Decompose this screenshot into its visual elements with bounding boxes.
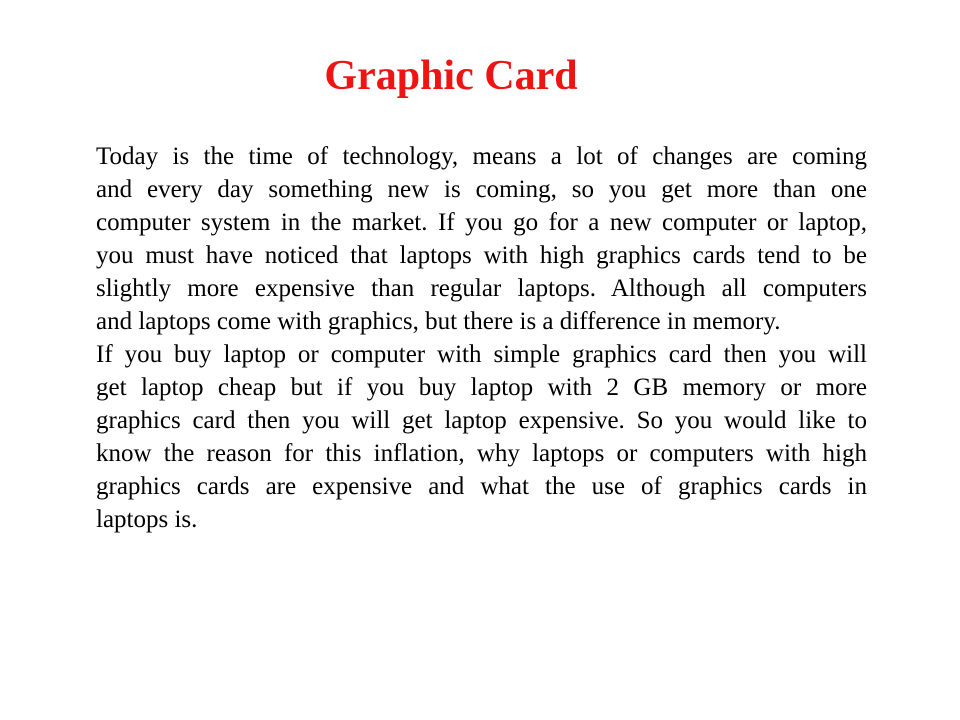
paragraph-1: [96, 140, 867, 338]
body-line: slightly more expensive than regular laptops. Although all computers: [96, 275, 867, 302]
body-line: know the reason for this inflation, why laptops or computers with high: [96, 440, 867, 467]
body-line: computer system in the market. If you go for a new computer or laptop,: [96, 209, 867, 236]
body-line: Today is the time of technology, means a lot of changes are coming: [96, 143, 867, 170]
body-line: you must have noticed that laptops with high graphics cards tend to be: [96, 242, 867, 269]
body-line: and every day something new is coming, so you get more than one: [96, 176, 867, 203]
body-line: laptops is.: [96, 506, 198, 533]
body-line: get laptop cheap but if you buy laptop with 2 GB memory or more: [96, 374, 867, 401]
paragraph-2: [96, 338, 867, 536]
body-line: If you buy laptop or computer with simple graphics card then you will: [96, 341, 867, 368]
slide-body: [96, 140, 867, 536]
body-line: graphics cards are expensive and what the use of graphics cards in: [96, 473, 867, 500]
body-line: and laptops come with graphics, but there is a difference in memory.: [96, 308, 781, 335]
slide-title: Graphic Card: [324, 53, 578, 99]
body-line: graphics card then you will get laptop expensive. So you would like to: [96, 407, 867, 434]
